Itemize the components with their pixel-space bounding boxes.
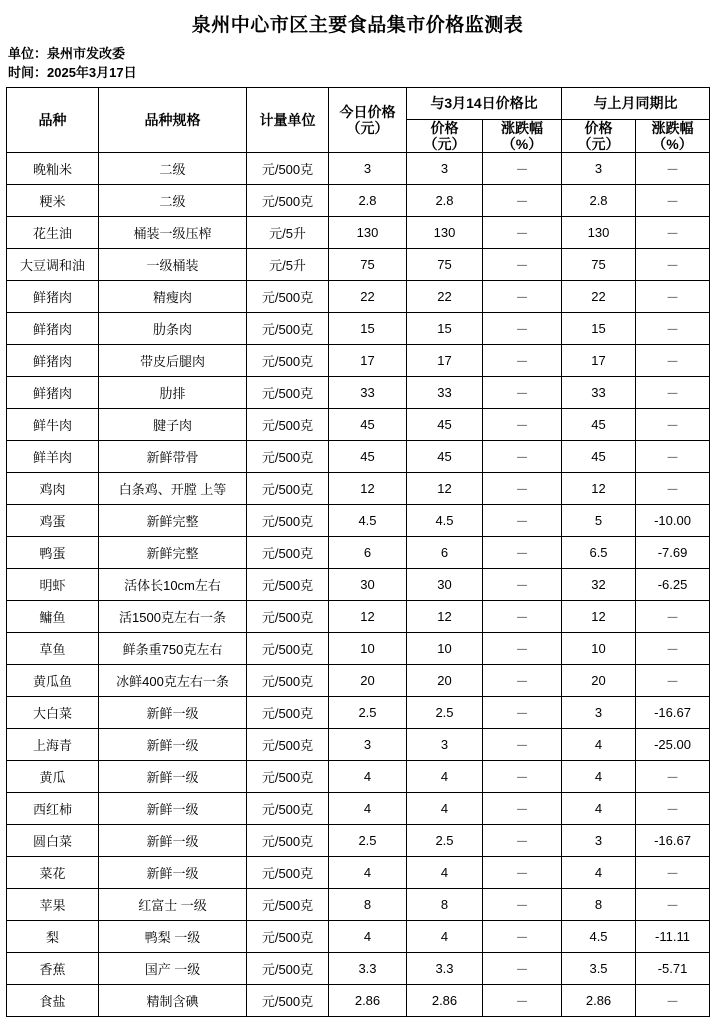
cell-unit: 元/500克 <box>247 952 329 984</box>
cell-today-price: 15 <box>329 312 407 344</box>
cell-spec: 精瘦肉 <box>99 280 247 312</box>
cell-prev-rate: － <box>483 536 562 568</box>
cell-today-price: 4 <box>329 920 407 952</box>
cell-name: 食盐 <box>7 984 99 1016</box>
cell-month-price: 4 <box>562 728 636 760</box>
prev-rate-line2: （%） <box>501 135 543 152</box>
cell-month-price: 3.5 <box>562 952 636 984</box>
cell-prev-rate: － <box>483 376 562 408</box>
table-row <box>7 344 710 376</box>
cell-month-price: 32 <box>562 568 636 600</box>
cell-spec: 新鲜一级 <box>99 760 247 792</box>
cell-unit: 元/500克 <box>247 792 329 824</box>
cell-month-rate: -16.67 <box>636 696 710 728</box>
cell-month-rate: -11.11 <box>636 920 710 952</box>
cell-prev-price: 12 <box>407 600 483 632</box>
cell-month-rate: -6.25 <box>636 568 710 600</box>
cell-month-price: 3 <box>562 696 636 728</box>
table-head <box>7 87 710 152</box>
cell-today-price: 30 <box>329 568 407 600</box>
cell-spec: 一级桶装 <box>99 248 247 280</box>
cell-today-price: 2.5 <box>329 824 407 856</box>
cell-prev-rate: － <box>483 152 562 184</box>
cell-prev-rate: － <box>483 280 562 312</box>
cell-unit: 元/500克 <box>247 728 329 760</box>
table-row <box>7 600 710 632</box>
cell-unit: 元/500克 <box>247 152 329 184</box>
group-header-compare-month: 与上月同期比 <box>562 87 710 119</box>
cell-unit: 元/500克 <box>247 984 329 1016</box>
cell-spec: 活1500克左右一条 <box>99 600 247 632</box>
cell-spec: 国产 一级 <box>99 952 247 984</box>
month-price-line1: 价格 <box>584 119 613 136</box>
cell-prev-price: 3 <box>407 152 483 184</box>
cell-prev-price: 33 <box>407 376 483 408</box>
cell-month-rate: － <box>636 344 710 376</box>
cell-today-price: 45 <box>329 440 407 472</box>
cell-prev-price: 4 <box>407 856 483 888</box>
prev-rate-line1: 涨跌幅 <box>501 119 543 136</box>
cell-month-price: 45 <box>562 440 636 472</box>
cell-name: 梨 <box>7 920 99 952</box>
cell-month-rate: － <box>636 376 710 408</box>
month-rate-line1: 涨跌幅 <box>651 119 694 136</box>
cell-spec: 冰鲜400克左右一条 <box>99 664 247 696</box>
price-monitoring-table <box>6 87 710 1017</box>
col-header-spec: 品种规格 <box>99 87 247 152</box>
cell-month-rate: － <box>636 216 710 248</box>
group-header-compare-prev: 与3月14日价格比 <box>407 87 562 119</box>
cell-today-price: 4 <box>329 792 407 824</box>
cell-name: 鲜牛肉 <box>7 408 99 440</box>
cell-prev-rate: － <box>483 408 562 440</box>
cell-month-price: 12 <box>562 472 636 504</box>
header-row-group <box>7 87 710 119</box>
cell-month-price: 4 <box>562 792 636 824</box>
table-row <box>7 696 710 728</box>
cell-prev-price: 4 <box>407 920 483 952</box>
cell-name: 黄瓜 <box>7 760 99 792</box>
cell-spec: 新鲜一级 <box>99 696 247 728</box>
table-row <box>7 664 710 696</box>
cell-unit: 元/500克 <box>247 856 329 888</box>
cell-name: 明虾 <box>7 568 99 600</box>
cell-unit: 元/500克 <box>247 536 329 568</box>
cell-spec: 肋条肉 <box>99 312 247 344</box>
col-header-month-price <box>562 119 636 152</box>
cell-spec: 新鲜一级 <box>99 728 247 760</box>
cell-unit: 元/5升 <box>247 248 329 280</box>
cell-prev-rate: － <box>483 920 562 952</box>
cell-today-price: 33 <box>329 376 407 408</box>
cell-name: 菜花 <box>7 856 99 888</box>
cell-spec: 带皮后腿肉 <box>99 344 247 376</box>
cell-unit: 元/500克 <box>247 568 329 600</box>
cell-prev-rate: － <box>483 632 562 664</box>
cell-spec: 新鲜一级 <box>99 792 247 824</box>
cell-unit: 元/500克 <box>247 504 329 536</box>
cell-today-price: 12 <box>329 600 407 632</box>
table-row <box>7 792 710 824</box>
cell-today-price: 3 <box>329 152 407 184</box>
table-row <box>7 280 710 312</box>
cell-name: 鸡蛋 <box>7 504 99 536</box>
cell-spec: 鸭梨 一级 <box>99 920 247 952</box>
cell-today-price: 45 <box>329 408 407 440</box>
table-row <box>7 824 710 856</box>
cell-month-rate: -25.00 <box>636 728 710 760</box>
cell-name: 香蕉 <box>7 952 99 984</box>
cell-name: 粳米 <box>7 184 99 216</box>
cell-today-price: 10 <box>329 632 407 664</box>
cell-spec: 活体长10cm左右 <box>99 568 247 600</box>
table-row <box>7 376 710 408</box>
cell-today-price: 12 <box>329 472 407 504</box>
cell-month-rate: -16.67 <box>636 824 710 856</box>
table-row <box>7 760 710 792</box>
cell-prev-rate: － <box>483 952 562 984</box>
cell-spec: 鲜条重750克左右 <box>99 632 247 664</box>
cell-name: 苹果 <box>7 888 99 920</box>
cell-unit: 元/500克 <box>247 440 329 472</box>
cell-today-price: 4 <box>329 856 407 888</box>
cell-unit: 元/500克 <box>247 696 329 728</box>
col-header-prev-price <box>407 119 483 152</box>
table-body <box>7 152 710 1016</box>
table-row <box>7 440 710 472</box>
cell-today-price: 6 <box>329 536 407 568</box>
table-row <box>7 632 710 664</box>
col-header-name: 品种 <box>7 87 99 152</box>
cell-prev-rate: － <box>483 696 562 728</box>
cell-today-price: 4 <box>329 760 407 792</box>
cell-prev-rate: － <box>483 440 562 472</box>
cell-month-price: 130 <box>562 216 636 248</box>
cell-today-price: 3 <box>329 728 407 760</box>
cell-month-price: 8 <box>562 888 636 920</box>
cell-month-price: 6.5 <box>562 536 636 568</box>
cell-prev-price: 3.3 <box>407 952 483 984</box>
cell-today-price: 2.8 <box>329 184 407 216</box>
cell-today-price: 20 <box>329 664 407 696</box>
table-row <box>7 568 710 600</box>
cell-name: 花生油 <box>7 216 99 248</box>
cell-name: 上海青 <box>7 728 99 760</box>
cell-name: 鸭蛋 <box>7 536 99 568</box>
cell-name: 草鱼 <box>7 632 99 664</box>
cell-month-price: 22 <box>562 280 636 312</box>
cell-unit: 元/500克 <box>247 408 329 440</box>
cell-spec: 新鲜完整 <box>99 504 247 536</box>
cell-unit: 元/500克 <box>247 920 329 952</box>
table-row <box>7 856 710 888</box>
cell-unit: 元/500克 <box>247 376 329 408</box>
cell-month-rate: － <box>636 280 710 312</box>
cell-prev-price: 4.5 <box>407 504 483 536</box>
cell-prev-rate: － <box>483 760 562 792</box>
cell-prev-price: 4 <box>407 760 483 792</box>
issuing-unit: 单位：泉州市发改委 <box>8 46 126 61</box>
report-date: 时间：2025年3月17日 <box>8 64 137 80</box>
cell-prev-rate: － <box>483 472 562 504</box>
cell-prev-price: 6 <box>407 536 483 568</box>
cell-name: 鲜猪肉 <box>7 344 99 376</box>
cell-name: 黄瓜鱼 <box>7 664 99 696</box>
cell-month-rate: － <box>636 184 710 216</box>
cell-unit: 元/500克 <box>247 312 329 344</box>
cell-prev-price: 8 <box>407 888 483 920</box>
cell-prev-rate: － <box>483 856 562 888</box>
cell-prev-rate: － <box>483 568 562 600</box>
cell-month-rate: － <box>636 408 710 440</box>
cell-month-price: 2.86 <box>562 984 636 1016</box>
cell-today-price: 8 <box>329 888 407 920</box>
cell-month-price: 33 <box>562 376 636 408</box>
cell-name: 鲜猪肉 <box>7 376 99 408</box>
cell-month-rate: － <box>636 440 710 472</box>
cell-spec: 红富士 一级 <box>99 888 247 920</box>
cell-prev-rate: － <box>483 504 562 536</box>
cell-prev-rate: － <box>483 728 562 760</box>
cell-spec: 新鲜一级 <box>99 856 247 888</box>
cell-month-rate: － <box>636 792 710 824</box>
cell-prev-rate: － <box>483 344 562 376</box>
cell-unit: 元/500克 <box>247 760 329 792</box>
cell-prev-rate: － <box>483 664 562 696</box>
cell-unit: 元/500克 <box>247 472 329 504</box>
col-header-month-rate <box>636 119 710 152</box>
cell-month-price: 4 <box>562 856 636 888</box>
cell-month-rate: － <box>636 600 710 632</box>
cell-month-rate: -10.00 <box>636 504 710 536</box>
cell-today-price: 130 <box>329 216 407 248</box>
cell-spec: 腱子肉 <box>99 408 247 440</box>
cell-today-price: 2.5 <box>329 696 407 728</box>
table-row <box>7 472 710 504</box>
cell-unit: 元/500克 <box>247 824 329 856</box>
cell-prev-rate: － <box>483 888 562 920</box>
table-row <box>7 920 710 952</box>
cell-name: 鲜羊肉 <box>7 440 99 472</box>
cell-prev-price: 130 <box>407 216 483 248</box>
cell-name: 鲜猪肉 <box>7 280 99 312</box>
cell-unit: 元/500克 <box>247 664 329 696</box>
cell-month-rate: -7.69 <box>636 536 710 568</box>
cell-month-rate: -5.71 <box>636 952 710 984</box>
cell-unit: 元/500克 <box>247 600 329 632</box>
cell-month-rate: － <box>636 472 710 504</box>
document-meta <box>8 45 709 83</box>
table-row <box>7 184 710 216</box>
cell-spec: 新鲜一级 <box>99 824 247 856</box>
col-header-unit: 计量单位 <box>247 87 329 152</box>
col-header-today-price <box>329 87 407 152</box>
cell-name: 大豆调和油 <box>7 248 99 280</box>
table-row <box>7 728 710 760</box>
cell-today-price: 4.5 <box>329 504 407 536</box>
cell-name: 晚籼米 <box>7 152 99 184</box>
cell-unit: 元/5升 <box>247 216 329 248</box>
cell-unit: 元/500克 <box>247 888 329 920</box>
cell-prev-rate: － <box>483 792 562 824</box>
cell-prev-rate: － <box>483 216 562 248</box>
cell-prev-rate: － <box>483 184 562 216</box>
cell-month-price: 12 <box>562 600 636 632</box>
table-row <box>7 408 710 440</box>
cell-prev-rate: － <box>483 600 562 632</box>
cell-prev-price: 4 <box>407 792 483 824</box>
today-price-line1: 今日价格 <box>339 103 396 120</box>
cell-month-rate: － <box>636 312 710 344</box>
table-row <box>7 952 710 984</box>
cell-month-price: 10 <box>562 632 636 664</box>
cell-prev-price: 45 <box>407 408 483 440</box>
cell-prev-price: 2.86 <box>407 984 483 1016</box>
table-row <box>7 504 710 536</box>
cell-prev-price: 2.5 <box>407 696 483 728</box>
prev-price-line2: （元） <box>423 135 466 152</box>
cell-prev-price: 12 <box>407 472 483 504</box>
cell-month-price: 3 <box>562 824 636 856</box>
cell-month-rate: － <box>636 984 710 1016</box>
cell-month-price: 3 <box>562 152 636 184</box>
cell-month-price: 20 <box>562 664 636 696</box>
cell-month-price: 4 <box>562 760 636 792</box>
cell-month-rate: － <box>636 664 710 696</box>
cell-prev-price: 2.5 <box>407 824 483 856</box>
cell-month-rate: － <box>636 152 710 184</box>
cell-prev-rate: － <box>483 248 562 280</box>
cell-unit: 元/500克 <box>247 344 329 376</box>
cell-month-rate: － <box>636 760 710 792</box>
table-row <box>7 888 710 920</box>
table-row <box>7 536 710 568</box>
cell-month-price: 75 <box>562 248 636 280</box>
col-header-prev-rate <box>483 119 562 152</box>
table-row <box>7 152 710 184</box>
page-title: 泉州中心市区主要食品集市价格监测表 <box>191 15 524 36</box>
cell-name: 鸡肉 <box>7 472 99 504</box>
cell-prev-rate: － <box>483 984 562 1016</box>
cell-prev-price: 3 <box>407 728 483 760</box>
cell-spec: 二级 <box>99 152 247 184</box>
table-row <box>7 312 710 344</box>
cell-prev-price: 15 <box>407 312 483 344</box>
cell-month-rate: － <box>636 856 710 888</box>
cell-month-price: 15 <box>562 312 636 344</box>
cell-prev-price: 22 <box>407 280 483 312</box>
cell-month-price: 2.8 <box>562 184 636 216</box>
cell-prev-price: 17 <box>407 344 483 376</box>
month-rate-line2: （%） <box>652 135 693 152</box>
cell-prev-price: 10 <box>407 632 483 664</box>
cell-month-price: 5 <box>562 504 636 536</box>
cell-today-price: 17 <box>329 344 407 376</box>
cell-unit: 元/500克 <box>247 184 329 216</box>
cell-month-price: 17 <box>562 344 636 376</box>
prev-price-line1: 价格 <box>430 119 459 136</box>
cell-spec: 新鲜带骨 <box>99 440 247 472</box>
cell-prev-price: 75 <box>407 248 483 280</box>
cell-spec: 白条鸡、开膛 上等 <box>99 472 247 504</box>
cell-spec: 精制含碘 <box>99 984 247 1016</box>
cell-prev-price: 20 <box>407 664 483 696</box>
cell-spec: 桶装一级压榨 <box>99 216 247 248</box>
table-row <box>7 984 710 1016</box>
table-row <box>7 248 710 280</box>
cell-unit: 元/500克 <box>247 280 329 312</box>
month-price-line2: （元） <box>577 135 620 152</box>
cell-spec: 新鲜完整 <box>99 536 247 568</box>
cell-prev-rate: － <box>483 824 562 856</box>
cell-today-price: 2.86 <box>329 984 407 1016</box>
cell-name: 鳙鱼 <box>7 600 99 632</box>
cell-month-price: 45 <box>562 408 636 440</box>
cell-month-rate: － <box>636 248 710 280</box>
today-price-line2: （元） <box>346 119 389 136</box>
cell-month-rate: － <box>636 888 710 920</box>
cell-unit: 元/500克 <box>247 632 329 664</box>
cell-name: 大白菜 <box>7 696 99 728</box>
cell-month-price: 4.5 <box>562 920 636 952</box>
cell-prev-rate: － <box>483 312 562 344</box>
cell-name: 圆白菜 <box>7 824 99 856</box>
cell-month-rate: － <box>636 632 710 664</box>
cell-prev-price: 45 <box>407 440 483 472</box>
cell-prev-price: 2.8 <box>407 184 483 216</box>
cell-prev-price: 30 <box>407 568 483 600</box>
cell-name: 西红柿 <box>7 792 99 824</box>
cell-today-price: 22 <box>329 280 407 312</box>
cell-spec: 肋排 <box>99 376 247 408</box>
cell-spec: 二级 <box>99 184 247 216</box>
table-row <box>7 216 710 248</box>
cell-today-price: 75 <box>329 248 407 280</box>
cell-name: 鲜猪肉 <box>7 312 99 344</box>
cell-today-price: 3.3 <box>329 952 407 984</box>
